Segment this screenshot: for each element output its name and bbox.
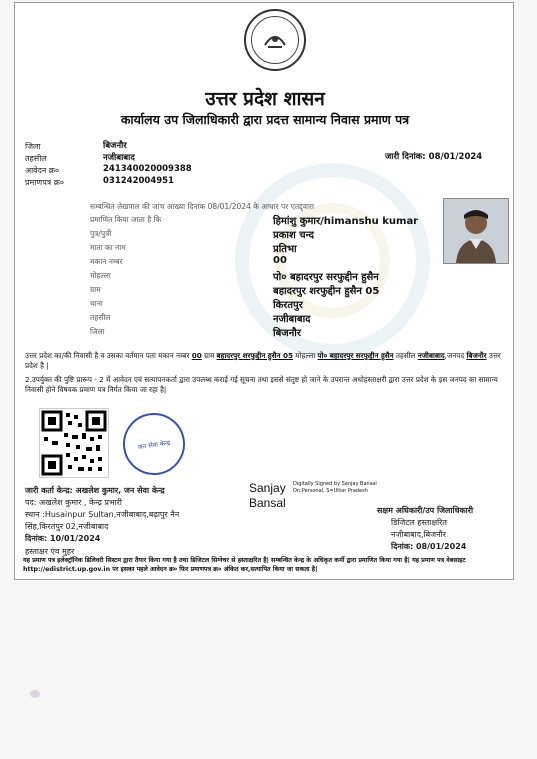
field-value-village: बहादरपुर शरफुद्दीन हुसैन 05 bbox=[273, 286, 380, 297]
field-label: तहसील bbox=[90, 313, 111, 322]
meta-value-certificate-no: 031242004951 bbox=[103, 176, 174, 186]
field-value-house: 00 bbox=[273, 255, 287, 266]
field-value-district: बिजनौर bbox=[273, 328, 301, 339]
field-label: प्रमाणित किया जाता है कि bbox=[90, 215, 162, 224]
signer-location: On:Personal, S=Uttar Pradesh bbox=[293, 488, 368, 494]
meta-label-application-no: आवेदन क्र० bbox=[25, 166, 60, 175]
meta-label-tehsil: तहसील bbox=[25, 154, 47, 163]
certificate-sheet bbox=[14, 2, 514, 580]
footer-note: यह प्रमाण पत्र इलेक्ट्रॉनिक डिलिवरी सिस्टम द्वारा तैयार किया गया है तथा डिजिटल सिग्नेचर से हस्ताक्षरित है| सम्बन्धित केन्द्र के अधिकृत कर्मी द्वारा प्रमाणित किया गया है| यह प्रमाण पत्र वेबसाइट http://edistrict.up.gov.in पर इसका पहले आवेदन क्र० फिर प्रमाणपत्र क्र० अंकित कर,सत्यापित किया जा सकता है| bbox=[23, 557, 466, 573]
state-emblem-icon bbox=[244, 9, 306, 71]
qr-code bbox=[39, 408, 109, 478]
field-label: पुत्र/पुत्री bbox=[90, 229, 112, 238]
authority-title: सक्षम अधिकारी/उप जिलाधिकारी bbox=[377, 506, 474, 515]
authority-date: दिनांक: 08/01/2024 bbox=[391, 542, 467, 551]
field-value-mother: प्रतिभा bbox=[273, 244, 297, 255]
field-value-mohalla: पो० बहादरपुर सरफुद्दीन हुसैन bbox=[273, 272, 379, 283]
field-label: थाना bbox=[90, 299, 103, 308]
issuer-post: पद: अखलेश कुमार , केन्द्र प्रभारी bbox=[25, 498, 122, 507]
residence-paragraph: उत्तर प्रदेश का/की निवासी है व उसका वर्तमान पता मकान नम्बर 00 ग्राम बहादरपुर शरफुद्दीन हुसैन 05 मोहल्ला पो० बहादरपुर सरफुद्दीन हुसैन तहसील नजीबाबाद,जनपद बिजनौर उत्तर प्रदेश है | bbox=[25, 351, 501, 371]
field-label: माता का नाम bbox=[90, 243, 126, 252]
issue-date: जारी दिनांक: 08/01/2024 bbox=[385, 152, 483, 162]
issuer-signature-label: हस्ताक्षर एंव मुहर bbox=[25, 547, 75, 556]
intro-text: सम्बन्धित लेखपाल की जांच आख्या दिनांक 08/01/2024 के आधार पर एतद्द्वारा bbox=[90, 202, 314, 211]
verification-paragraph: 2.उपर्युक्त की पुष्टि प्रारूप - 2 में आवेदन एवं सत्यापनकर्ता द्वारा उपलब्ध कराई गई सूचना तथा इससे संतुष्ट हो जाने के उपरान्त अधोहस्ताक्षरी द्वारा उत्तर प्रदेश के इस जनपद का सामान्य निवासी होने विषयक प्रमाण पत्र निर्गत किया जा रहा है| bbox=[25, 375, 498, 395]
authority-digital: डिजिटल हस्ताक्षरित bbox=[391, 518, 447, 527]
jan-seva-kendra-seal: जन सेवा केन्द्र bbox=[119, 409, 189, 479]
meta-value-tehsil: नजीबाबाद bbox=[103, 153, 135, 163]
meta-label-district: जिला bbox=[25, 142, 41, 151]
watermark-emblem bbox=[235, 163, 430, 358]
field-value-tehsil: नजीबाबाद bbox=[273, 314, 311, 325]
field-value-father: प्रकाश चन्द bbox=[273, 230, 314, 241]
signer-detail: Digitally Signed by Sanjay Bansal bbox=[293, 481, 377, 487]
issuer-place-cont: सिंह,किरतपुर 02,नजीबाबाद bbox=[25, 522, 109, 531]
signer-name-line2: Bansal bbox=[249, 496, 286, 510]
meta-value-district: बिजनौर bbox=[103, 141, 127, 151]
page-title: उत्तर प्रदेश शासन bbox=[205, 88, 325, 110]
field-value-police-station: किरतपुर bbox=[273, 300, 303, 311]
scan-speck bbox=[30, 690, 40, 698]
meta-label-certificate-no: प्रमाणपत्र क्र० bbox=[25, 178, 64, 187]
meta-value-application-no: 241340020009388 bbox=[103, 164, 192, 174]
field-label: जिला bbox=[90, 327, 105, 336]
applicant-photo bbox=[443, 198, 509, 264]
issuer-date: दिनांक: 10/01/2024 bbox=[25, 534, 101, 543]
page-subtitle: कार्यालय उप जिलाधिकारी द्वारा प्रदत्त सामान्य निवास प्रमाण पत्र bbox=[120, 112, 410, 127]
field-label: ग्राम bbox=[90, 285, 101, 294]
field-label: मोहल्ला bbox=[90, 271, 111, 280]
issuer-center: जारी कर्ता केन्द्र: अखलेश कुमार, जन सेवा केन्द्र bbox=[25, 486, 165, 495]
issuer-place: स्थान :Husainpur Sultan,नजीबाबाद,बढ़ापुर नैन bbox=[25, 510, 180, 519]
authority-location: नजीबाबाद,बिजनौर bbox=[391, 530, 446, 539]
field-label: मकान नम्बर bbox=[90, 257, 123, 266]
field-value-name: हिमांशु कुमार/himanshu kumar bbox=[273, 216, 419, 227]
signer-name-line1: Sanjay bbox=[249, 481, 286, 495]
